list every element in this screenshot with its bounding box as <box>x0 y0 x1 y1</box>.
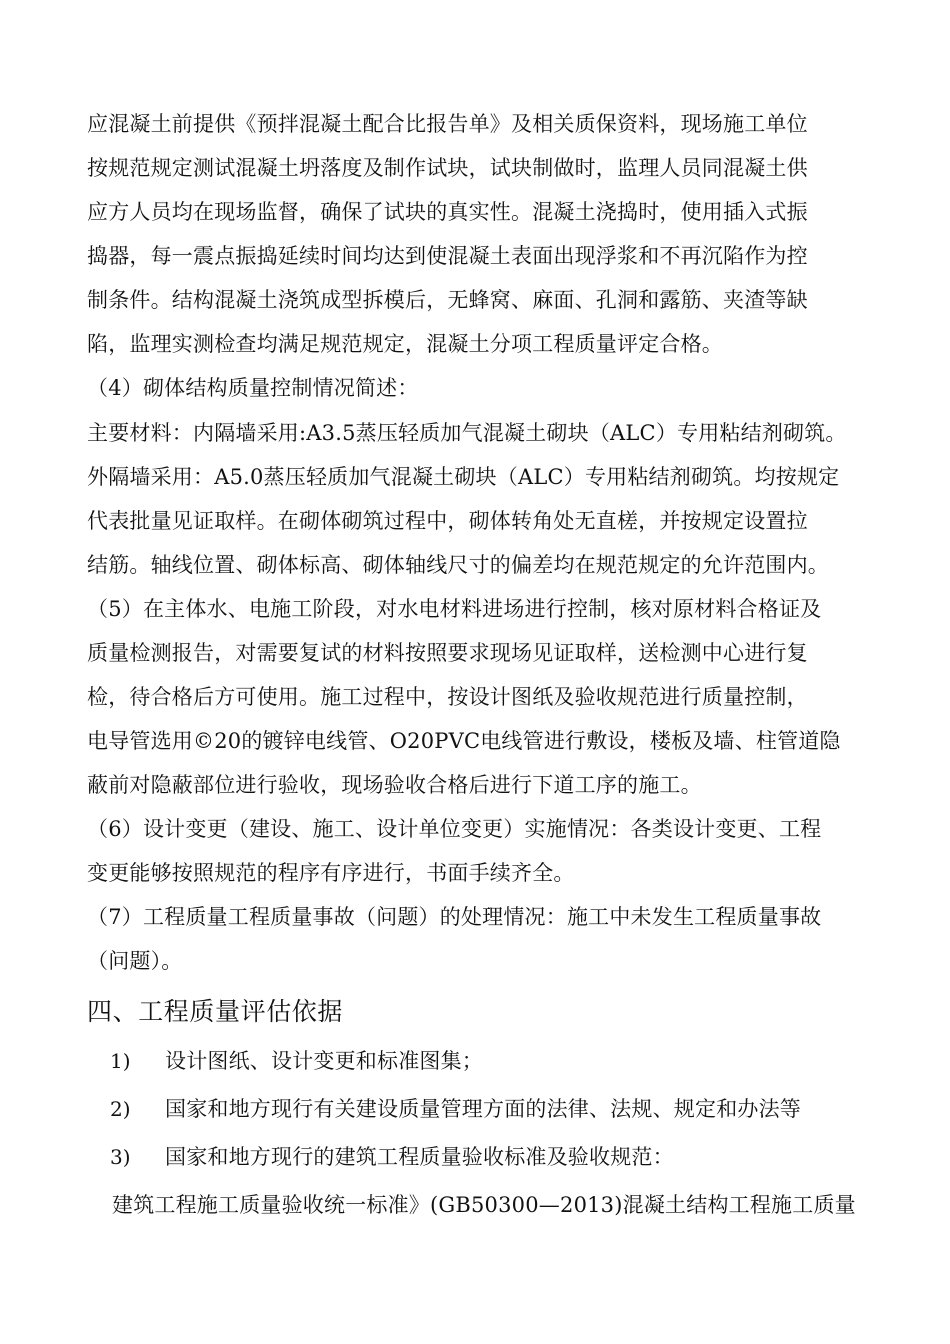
paragraph-line: 检，待合格后方可使用。施工过程中，按设计图纸及验收规范进行质量控制， <box>87 685 808 709</box>
paragraph-line: 按规范规定测试混凝土坍落度及制作试块，试块制做时，监理人员同混凝土供 <box>87 156 808 180</box>
list-item-text: 国家和地方现行有关建设质量管理方面的法律、法规、规定和办法等 <box>165 1097 801 1121</box>
paragraph-line: （问题）。 <box>87 949 183 973</box>
paragraph-line: 应方人员均在现场监督，确保了试块的真实性。混凝土浇捣时，使用插入式振 <box>87 200 808 224</box>
item-4-title: （4）砌体结构质量控制情况简述： <box>87 376 419 400</box>
item-7-line: （7）工程质量工程质量事故（问题）的处理情况：施工中未发生工程质量事故 <box>87 905 822 929</box>
paragraph-line: 捣器，每一震点振捣延续时间均达到使混凝土表面出现浮浆和不再沉陷作为控 <box>87 244 808 268</box>
list-item-text: 设计图纸、设计变更和标准图集； <box>165 1049 483 1073</box>
list-item-number: 1) <box>110 1049 131 1073</box>
list-item-text: 国家和地方现行的建筑工程质量验收标准及验收规范： <box>165 1145 674 1169</box>
paragraph-line: 主要材料：内隔墙采用:A3.5蒸压轻质加气混凝土砌块（ALC）专用粘结剂砌筑。 <box>87 421 847 445</box>
paragraph-line: 电导管选用©20的镀锌电线管、O20PVC电线管进行敷设，楼板及墙、柱管道隐 <box>87 729 841 753</box>
list-item-number: 3) <box>110 1145 131 1169</box>
paragraph-line: 陷，监理实测检查均满足规范规定，混凝土分项工程质量评定合格。 <box>87 332 723 356</box>
paragraph-line: 应混凝土前提供《预拌混凝土配合比报告单》及相关质保资料，现场施工单位 <box>87 112 808 136</box>
paragraph-line: 蔽前对隐蔽部位进行验收，现场验收合格后进行下道工序的施工。 <box>87 773 702 797</box>
paragraph-line: 代表批量见证取样。在砌体砌筑过程中，砌体转角处无直槎，并按规定设置拉 <box>87 509 808 533</box>
section-heading: 四、工程质量评估依据 <box>87 997 344 1026</box>
paragraph-line: 变更能够按照规范的程序有序进行，书面手续齐全。 <box>87 861 575 885</box>
list-item-number: 2) <box>110 1097 131 1121</box>
paragraph-line: 外隔墙采用：A5.0蒸压轻质加气混凝土砌块（ALC）专用粘结剂砌筑。均按规定 <box>87 465 840 489</box>
item-6-line: （6）设计变更（建设、施工、设计单位变更）实施情况：各类设计变更、工程 <box>87 817 822 841</box>
paragraph-line: 结筋。轴线位置、砌体标高、砌体轴线尺寸的偏差均在规范规定的允许范围内。 <box>87 553 829 577</box>
paragraph-line: 制条件。结构混凝土浇筑成型拆模后，无蜂窝、麻面、孔洞和露筋、夹渣等缺 <box>87 288 808 312</box>
item-5-line: （5）在主体水、电施工阶段，对水电材料进场进行控制，核对原材料合格证及 <box>87 597 822 621</box>
standards-line: 建筑工程施工质量验收统一标准》(GB50300—2013)混凝土结构工程施工质量 <box>112 1193 856 1217</box>
paragraph-line: 质量检测报告，对需要复试的材料按照要求现场见证取样，送检测中心进行复 <box>87 641 808 665</box>
